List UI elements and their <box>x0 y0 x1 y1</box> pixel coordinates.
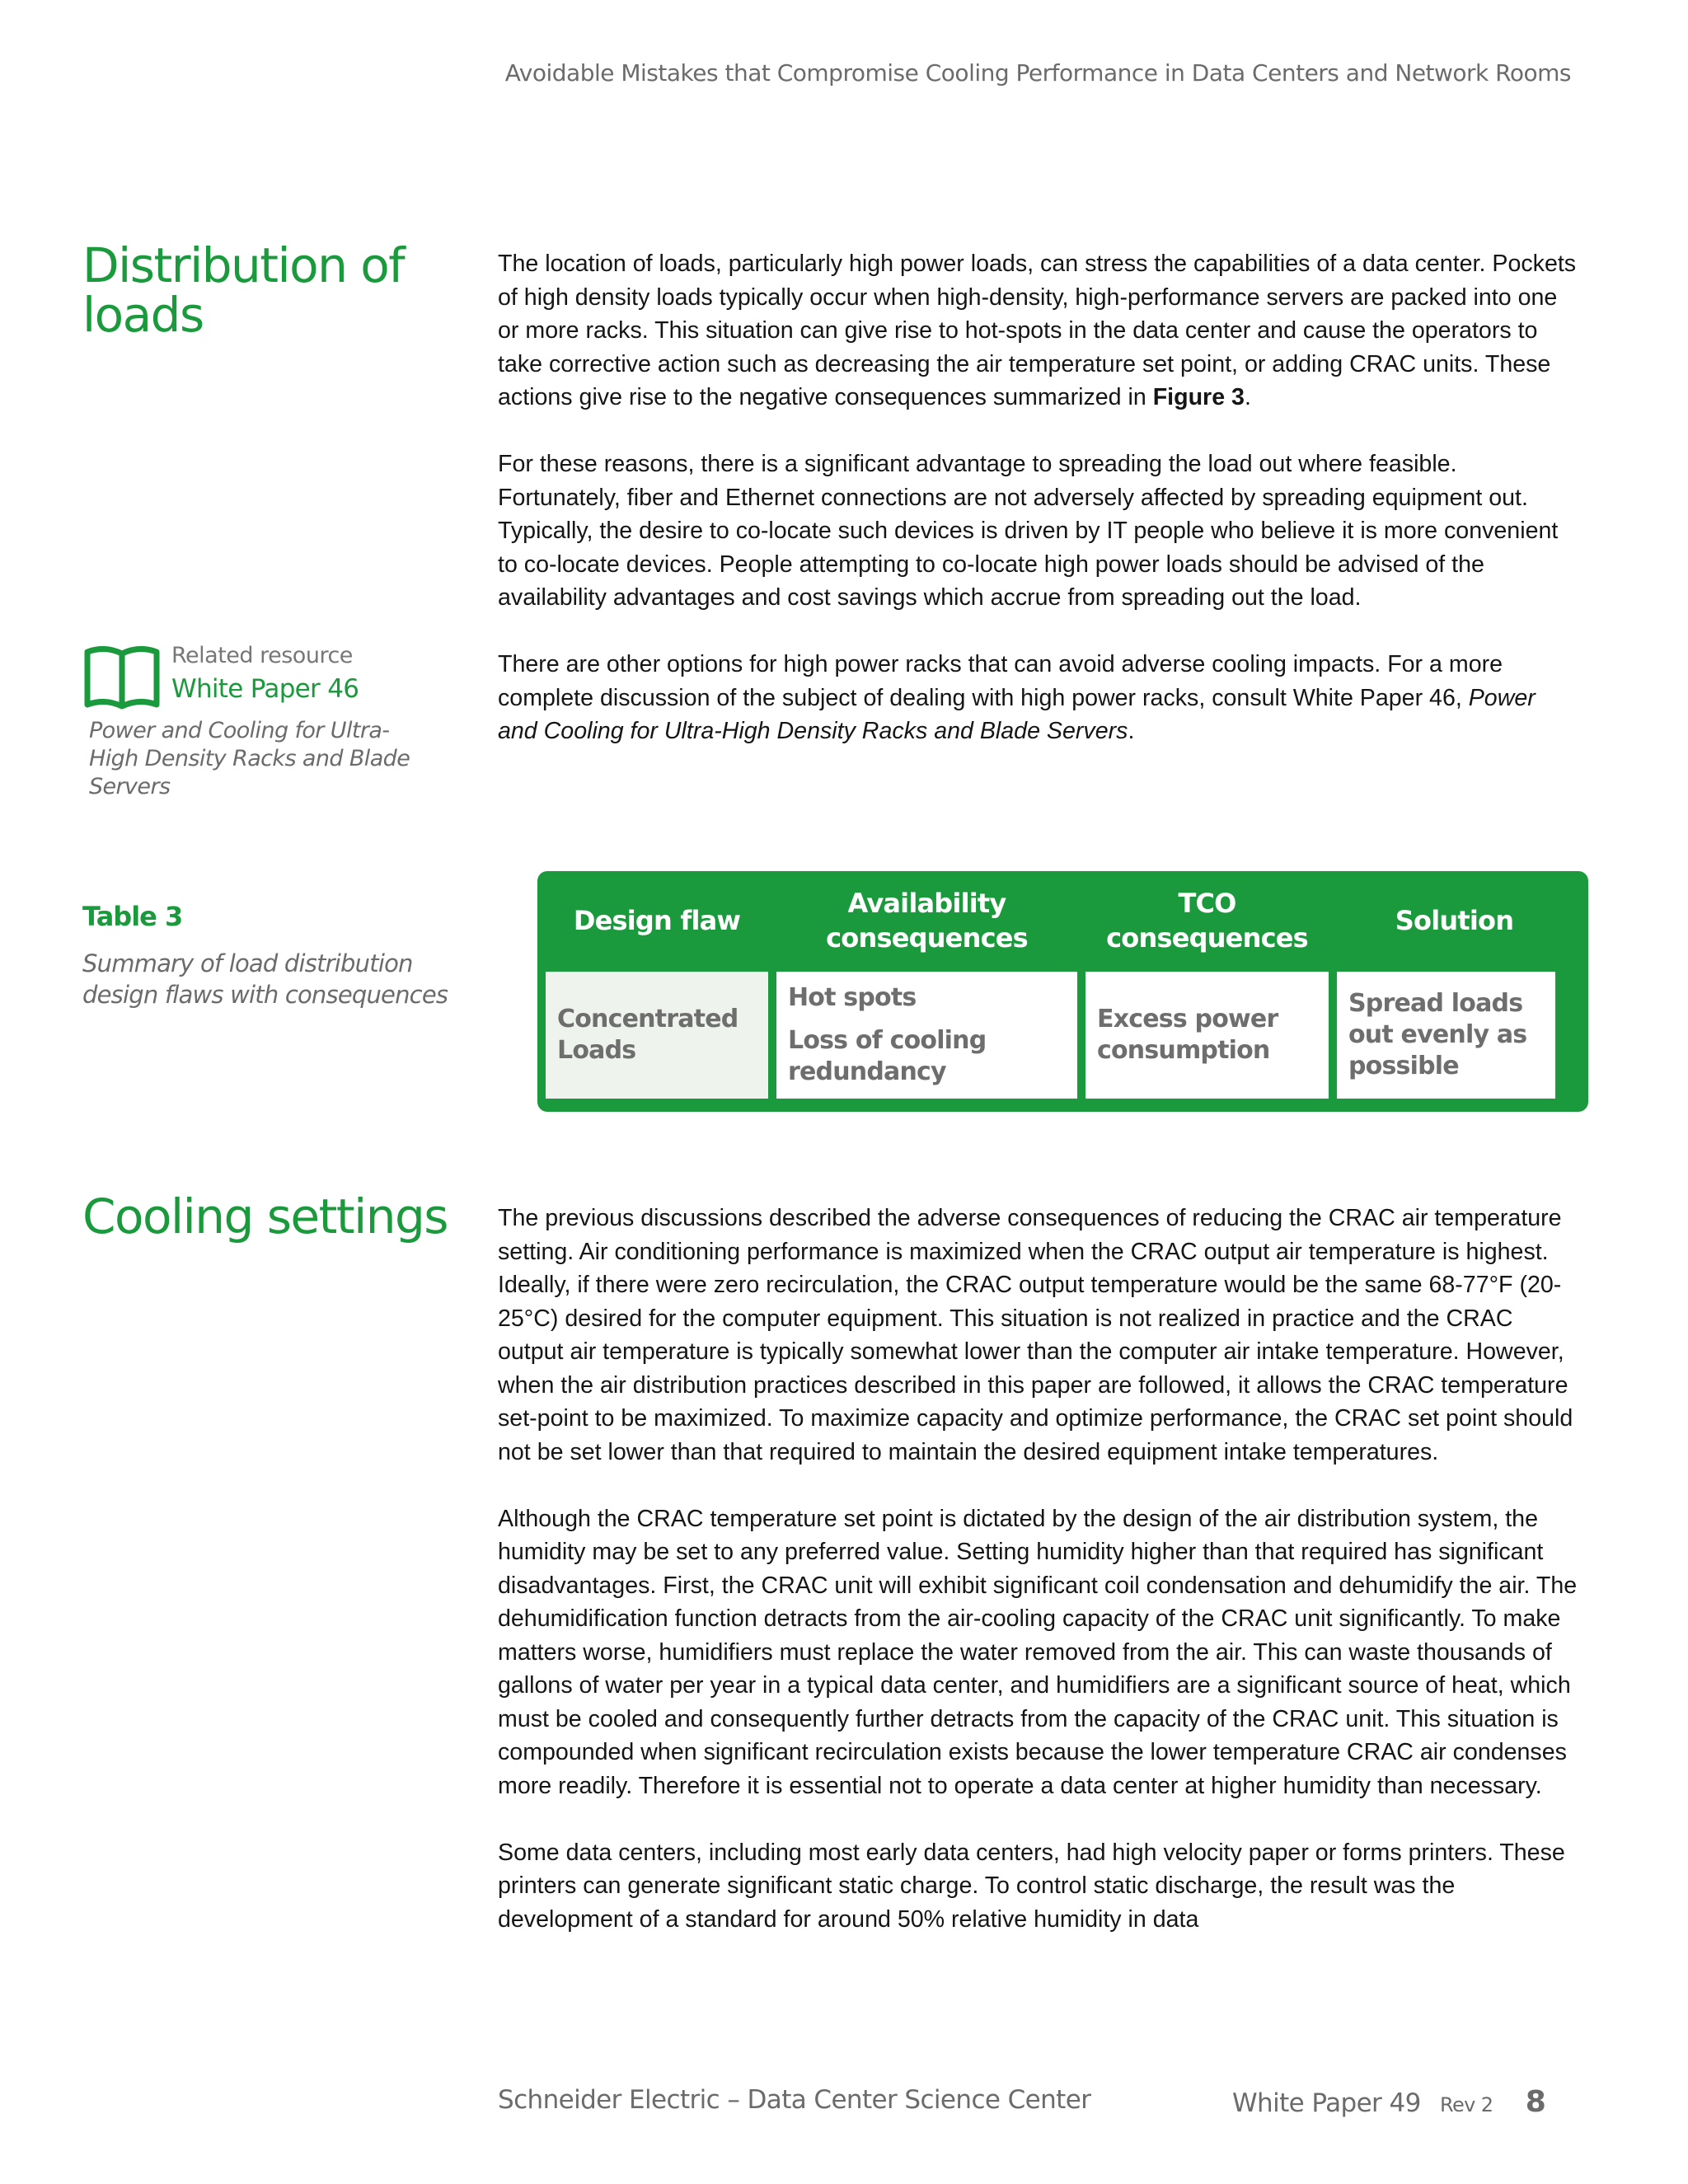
table-cell-solution <box>1337 972 1555 1099</box>
paragraph: The previous discussions described the adverse consequences of reducing the CRAC air temperature setting. Air conditioning performance is maximized when the CRAC output air temperature is highest. Ideally, if there were zero recirculation, the CRAC output temperature would be the same 68-77°F (20-25°C) desired for the computer equipment. This situation is not realized in practice and the CRAC output air temperature is typically somewhat lower than the computer air intake temperature. However, when the air distribution practices described in this paper are followed, it allows the CRAC temperature set-point to be maximized. To maximize capacity and optimize performance, the CRAC set point should not be set lower than that required to maintain the desired equipment intake temperatures. <box>498 1205 1573 1465</box>
paragraph <box>498 648 1578 748</box>
footer-paper-info <box>1232 2085 1545 2119</box>
cell-text: Excess power consumption <box>1097 1005 1278 1065</box>
cell-text: Loss of cooling redundancy <box>788 1026 987 1086</box>
table-cell-design-flaw <box>546 972 768 1099</box>
section-title-line: loads <box>82 287 204 343</box>
open-book-icon <box>82 644 162 711</box>
paragraph-text: . <box>1128 718 1135 744</box>
paper-title-reference: Power and Cooling for Ultra-High Density Racks and Blade Servers <box>498 684 1536 744</box>
table-header-availability: Availability consequences <box>826 888 1028 954</box>
footer-organization: Schneider Electric – Data Center Science Center <box>498 2085 1091 2115</box>
section-title-line: Distribution of <box>82 237 405 293</box>
cell-text: Spread loads out evenly as possible <box>1348 989 1527 1080</box>
section-body-distribution <box>498 247 1578 781</box>
table-caption: Summary of load distribution design flaws with consequences <box>82 949 448 1009</box>
table-label: Table 3 <box>82 901 183 932</box>
paragraph <box>498 247 1578 415</box>
footer-revision: Rev 2 <box>1439 2093 1493 2116</box>
section-title-cooling-settings: Cooling settings <box>82 1188 448 1244</box>
design-flaw-table <box>537 871 1588 1112</box>
table-cell-availability <box>776 972 1077 1099</box>
figure-reference: Figure 3 <box>1152 384 1245 410</box>
running-header: Avoidable Mistakes that Compromise Cooling Performance in Data Centers and Network Rooms <box>504 59 1571 87</box>
footer-paper-number: White Paper 49 <box>1232 2088 1421 2118</box>
paragraph-text: . <box>1244 384 1251 410</box>
table-cell-tco <box>1085 972 1329 1099</box>
paragraph: Some data centers, including most early data centers, had high velocity paper or forms printers. These printers can generate significant static charge. To control static discharge, the result was the development of a standard for around 50% relative humidity in data <box>498 1839 1565 1933</box>
related-resource-description: Power and Cooling for Ultra-High Density Racks and Blade Servers <box>89 718 410 799</box>
paragraph: Although the CRAC temperature set point is dictated by the design of the air distribution system, the humidity may be set to any preferred value. Setting humidity higher than that required has significant disadvantages. First, the CRAC unit will exhibit significant coil condensation and dehumidify the air. The dehumidification function detracts from the air-cooling capacity of the CRAC unit significantly. To make matters worse, humidifiers must replace the water removed from the air. This can waste thousands of gallons of water per year in a typical data center, and humidifiers are a significant source of heat, which must be cooled and consequently further detracts from the capacity of the CRAC unit. This situation is compounded when significant recirculation exists because the lower temperature CRAC air condenses more readily. Therefore it is essential not to operate a data center at higher humidity than necessary. <box>498 1505 1578 1799</box>
table-header-solution: Solution <box>1395 905 1514 936</box>
cell-text: Hot spots <box>788 983 917 1012</box>
section-body-cooling <box>498 1202 1578 1970</box>
paragraph-text: The location of loads, particularly high power loads, can stress the capabilities of a data center. Pockets of high density loads typically occur when high-density, high-performance servers are packed into one or more racks. This situation can give rise to hot-spots in the data center and cause the operators to take corrective action such as decreasing the air temperature set point, or adding CRAC units. These actions give rise to the negative consequences summarized in <box>498 251 1577 410</box>
white-paper-46-link[interactable]: White Paper 46 <box>171 674 359 704</box>
paragraph: For these reasons, there is a significant advantage to spreading the load out where feasible. Fortunately, fiber and Ethernet connections are not adversely affected by spreading equipment out. Typically, the desire to co-locate such devices is driven by IT people who believe it is more convenient to co-locate devices. People attempting to co-locate high power loads should be advised of the availability advantages and cost savings which accrue from spreading out the load. <box>498 451 1559 611</box>
cell-text: Concentrated Loads <box>557 1005 738 1065</box>
section-title-distribution-of-loads <box>82 237 405 343</box>
table-header-design-flaw: Design flaw <box>573 905 741 936</box>
related-resource-label: Related resource <box>171 643 353 668</box>
page-number: 8 <box>1525 2085 1546 2119</box>
paragraph-text: There are other options for high power racks that can avoid adverse cooling impacts. For a more complete discussion of the subject of dealing with high power racks, consult White Paper 46, <box>498 651 1503 711</box>
table-header-tco: TCO consequences <box>1106 888 1308 954</box>
